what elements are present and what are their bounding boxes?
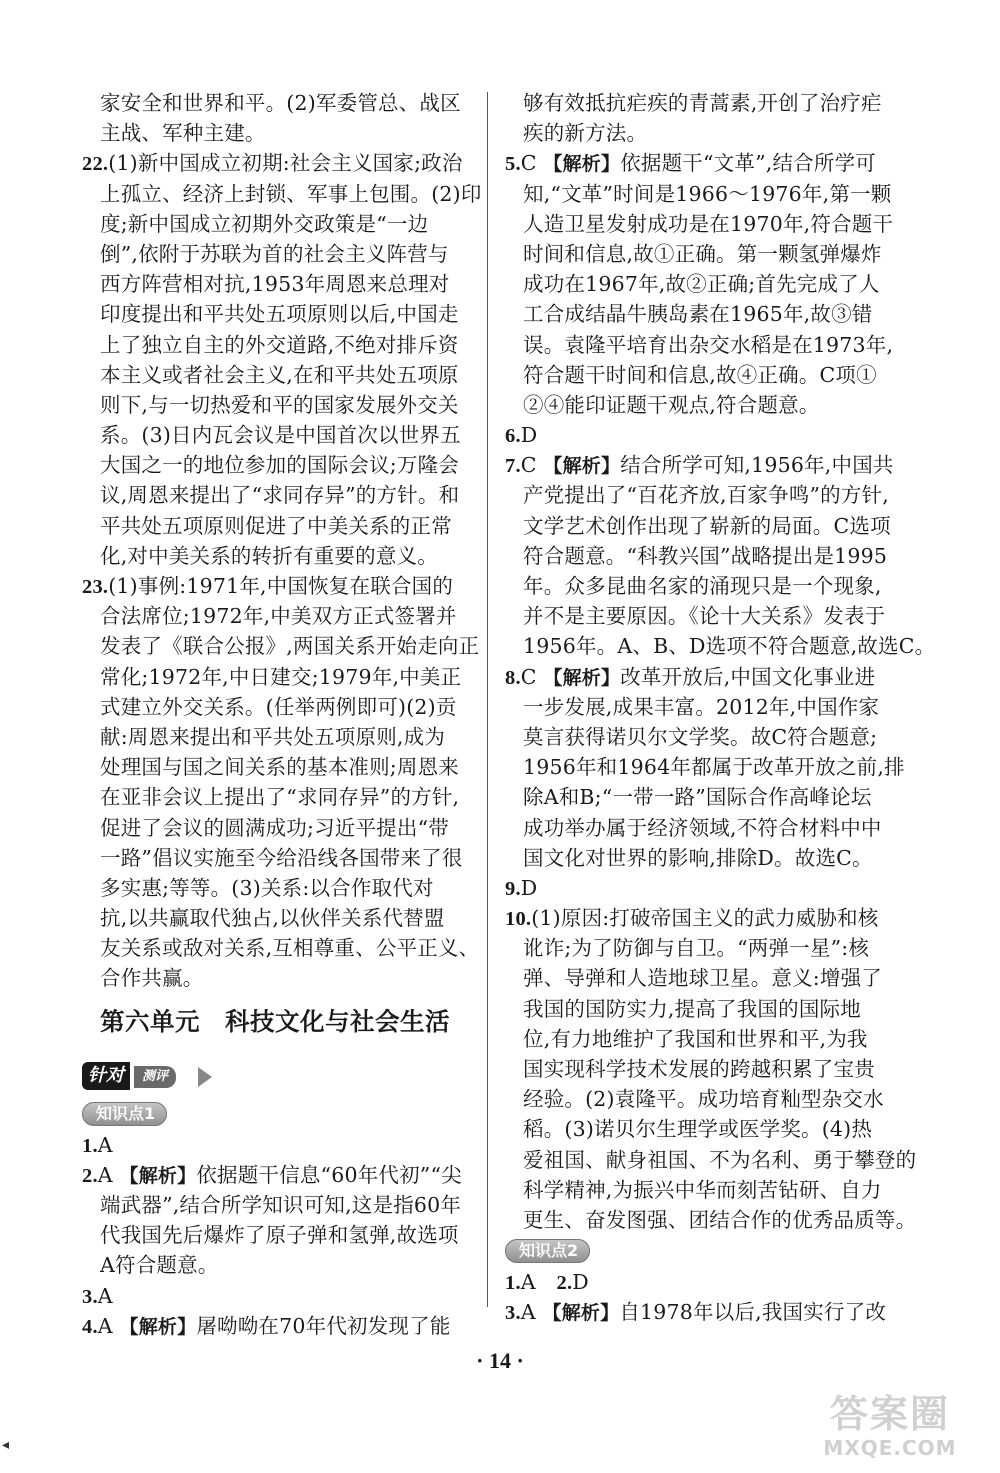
text-line: 1956年和1964年都属于改革开放之前,排 bbox=[523, 755, 905, 780]
text-line: 上了独立自主的外交道路,不绝对排斥资 bbox=[100, 332, 459, 357]
answer-6: 6.D bbox=[505, 423, 538, 448]
text-line: 倒”,依附于苏联为首的社会主义阵营与 bbox=[100, 241, 449, 266]
text-line: 大国之一的地位参加的国际会议;万隆会 bbox=[100, 453, 460, 478]
text-line: 时间和信息,故①正确。第一颗氢弹爆炸 bbox=[523, 241, 882, 266]
text-line: 讹诈;为了防御与自卫。“两弹一星”:核 bbox=[523, 936, 870, 961]
answer-2: 2.A 【解析】依据题干信息“60年代初”“尖 bbox=[82, 1162, 462, 1187]
answer-1-2: 1.A 2.D bbox=[505, 1270, 589, 1295]
arrow-right-icon bbox=[198, 1067, 212, 1087]
answer-4: 4.A 【解析】屠呦呦在70年代初发现了能 bbox=[82, 1313, 451, 1338]
text-line: 疾的新方法。 bbox=[523, 121, 648, 146]
text-line: 1956年。A、B、D选项不符合题意,故选C。 bbox=[523, 634, 936, 659]
text-line: 误。袁隆平培育出杂交水稻是在1973年, bbox=[523, 332, 894, 357]
answer-3: 3.A bbox=[82, 1283, 113, 1308]
text-line: 常化;1972年,中日建交;1979年,中美正 bbox=[100, 664, 462, 689]
text-line: 端武器”,结合所学知识可知,这是指60年 bbox=[100, 1193, 462, 1217]
answer-10: 10.(1)原因:打破帝国主义的武力威胁和核 bbox=[505, 906, 879, 931]
answer-5: 5.C 【解析】依据题干“文革”,结合所学可 bbox=[505, 151, 876, 176]
text-line: 爱祖国、献身祖国、不为名利、勇于攀登的 bbox=[523, 1147, 917, 1172]
text-line: 成功在1967年,故②正确;首先完成了人 bbox=[523, 272, 880, 297]
question-number: 22. bbox=[82, 153, 109, 176]
text-line: 更生、奋发图强、团结合作的优秀品质等。 bbox=[523, 1207, 917, 1232]
text-line: 印度提出和平共处五项原则以后,中国走 bbox=[100, 302, 459, 327]
text-line: 一步发展,成果丰富。2012年,中国作家 bbox=[523, 694, 880, 719]
banner-sub-label: 测评 bbox=[134, 1066, 176, 1088]
text-line: 我国的国防实力,提高了我国的国际地 bbox=[523, 996, 861, 1021]
answer-9: 9.D bbox=[505, 875, 538, 900]
answer-7: 7.C 【解析】结合所学可知,1956年,中国共 bbox=[505, 453, 894, 478]
text-line: 科学精神,为振兴中华而刻苦钻研、自力 bbox=[523, 1177, 882, 1202]
text-line: 处理国与国之间关系的基本准则;周恩来 bbox=[100, 755, 460, 780]
text-line: 家安全和世界和平。(2)军委管总、战区 bbox=[100, 91, 461, 115]
text-line: 并不是主要原因。《论十大关系》发表于 bbox=[523, 604, 886, 629]
text-line: 符合题意。“科教兴国”战略提出是1995 bbox=[523, 543, 888, 568]
text-line: 抗,以共赢取代独占,以伙伴关系代替盟 bbox=[100, 906, 445, 931]
analysis-tag: 【解析】 bbox=[543, 666, 621, 689]
corner-arrow-icon: ◂ bbox=[2, 1437, 10, 1453]
text-line: 产党提出了“百花齐放,百家争鸣”的方针, bbox=[523, 483, 889, 508]
text-line: 献:周恩来提出和平共处五项原则,成为 bbox=[100, 724, 446, 749]
knowledge-point-badge: 知识点1 bbox=[82, 1098, 506, 1130]
text-line: 国文化对世界的影响,排除D。故选C。 bbox=[523, 845, 873, 870]
text-line: 在亚非会议上提出了“求同存异”的方针, bbox=[100, 785, 460, 810]
text-line: 工合成结晶牛胰岛素在1965年,故③错 bbox=[523, 302, 873, 327]
text-line: 化,对中美关系的转折有重要的意义。 bbox=[100, 543, 438, 568]
section-banner bbox=[82, 1058, 506, 1098]
text-line: 发表了《联合公报》,两国关系开始走向正 bbox=[100, 634, 480, 659]
watermark-logo: 答案圈 MXQE.COM bbox=[823, 1392, 957, 1460]
knowledge-point-badge: 知识点2 bbox=[505, 1235, 923, 1267]
text-line: 多实惠;等等。(3)关系:以合作取代对 bbox=[100, 875, 434, 900]
right-column bbox=[505, 88, 936, 1328]
text-line: ②④能印证题干观点,符合题意。 bbox=[523, 392, 820, 417]
text-line: 则下,与一切热爱和平的国家发展外交关 bbox=[100, 392, 459, 417]
left-column bbox=[82, 88, 506, 1341]
text-line: 人造卫星发射成功是在1970年,符合题干 bbox=[523, 211, 894, 236]
answer-1: 1.A bbox=[82, 1132, 113, 1157]
text-line: 一路”倡议实施至今给沿线各国带来了很 bbox=[100, 845, 463, 870]
answer-22: 22.(1)新中国成立初期:社会主义国家;政治 bbox=[82, 151, 463, 176]
analysis-tag: 【解析】 bbox=[543, 455, 621, 478]
text-line: 弹、导弹和人造地球卫星。意义:增强了 bbox=[523, 966, 883, 991]
text-line: 除A和B;“一带一路”国际合作高峰论坛 bbox=[523, 785, 872, 810]
answer-23: 23.(1)事例:1971年,中国恢复在联合国的 bbox=[82, 574, 454, 598]
text-line: 年。众多昆曲名家的涌现只是一个现象, bbox=[523, 574, 882, 598]
text-line: 文学艺术创作出现了崭新的局面。C选项 bbox=[523, 513, 891, 538]
text-line: 够有效抵抗疟疾的青蒿素,开创了治疗疟 bbox=[523, 91, 882, 115]
text-line: 友关系或敌对关系,互相尊重、公平正义、 bbox=[100, 936, 480, 961]
unit-title: 第六单元 科技文化与社会生活 bbox=[100, 1006, 450, 1036]
analysis-tag: 【解析】 bbox=[543, 153, 621, 176]
question-number: 23. bbox=[82, 576, 109, 598]
text-line: 上孤立、经济上封锁、军事上包围。(2)印 bbox=[100, 181, 482, 206]
text-line: 平共处五项原则促进了中美关系的正常 bbox=[100, 513, 452, 538]
text-line: 合法席位;1972年,中美双方正式签署并 bbox=[100, 604, 457, 629]
text-line: 系。(3)日内瓦会议是中国首次以世界五 bbox=[100, 423, 461, 448]
text-line: A符合题意。 bbox=[100, 1253, 219, 1278]
text-line: 国实现科学技术发展的跨越积累了宝贵 bbox=[523, 1057, 875, 1081]
text-line: 稻。(3)诺贝尔生理学或医学奖。(4)热 bbox=[523, 1117, 873, 1142]
text-line: 代我国先后爆炸了原子弹和氢弹,故选项 bbox=[100, 1223, 459, 1248]
answer-3: 3.A 【解析】自1978年以后,我国实行了改 bbox=[505, 1300, 887, 1325]
text-line: 经验。(2)袁隆平。成功培育籼型杂交水 bbox=[523, 1087, 884, 1112]
text-line: 主战、军种主建。 bbox=[100, 121, 266, 146]
banner-main-label: 针对 bbox=[82, 1062, 130, 1090]
analysis-tag: 【解析】 bbox=[119, 1164, 197, 1187]
text-line: 西方阵营相对抗,1953年周恩来总理对 bbox=[100, 272, 450, 297]
page-number: · 14 · bbox=[476, 1348, 524, 1373]
text-line: 式建立外交关系。(任举两例即可)(2)贡 bbox=[100, 694, 457, 719]
text-line: 莫言获得诺贝尔文学奖。故C符合题意; bbox=[523, 724, 878, 749]
text-line: 促进了会议的圆满成功;习近平提出“带 bbox=[100, 815, 449, 840]
text-line: 成功举办属于经济领域,不符合材料中中 bbox=[523, 815, 882, 840]
text-line: 度;新中国成立初期外交政策是“一边 bbox=[100, 211, 429, 236]
text-line: 议,周恩来提出了“求同存异”的方针。和 bbox=[100, 483, 460, 508]
answer-8: 8.C 【解析】改革开放后,中国文化事业进 bbox=[505, 664, 876, 689]
text-line: 位,有力地维护了我国和世界和平,为我 bbox=[523, 1026, 868, 1051]
text-line: 知,“文革”时间是1966～1976年,第一颗 bbox=[523, 181, 892, 206]
text-line: 符合题干时间和信息,故④正确。C项① bbox=[523, 362, 877, 387]
text-line: 本主义或者社会主义,在和平共处五项原 bbox=[100, 362, 459, 387]
analysis-tag: 【解析】 bbox=[119, 1315, 197, 1338]
analysis-tag: 【解析】 bbox=[542, 1302, 620, 1325]
text-line: 合作共赢。 bbox=[100, 966, 204, 991]
